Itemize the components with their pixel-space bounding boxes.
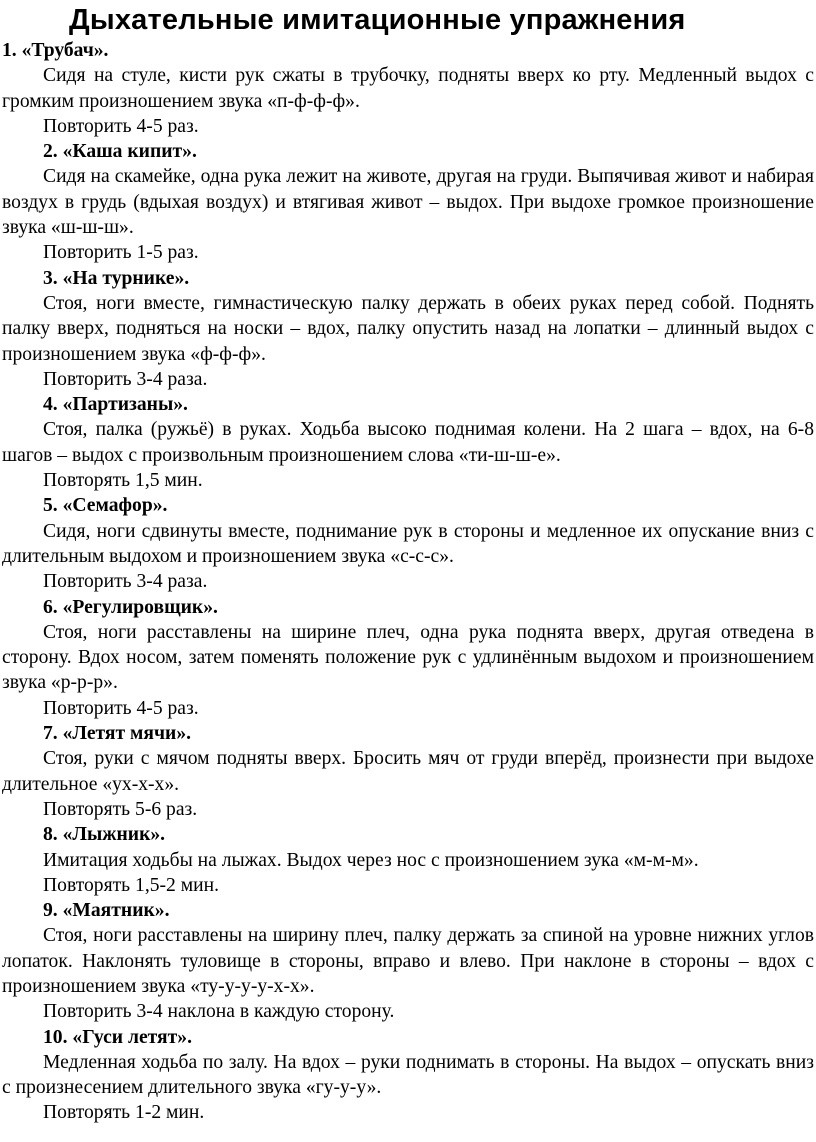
exercise-description: Стоя, ноги вместе, гимнастическую палку держать в обеих руках перед собой. Поднять палку вверх, подняться на носки – вдох, палку опустить назад на лопатки – длинный выдох с произношением звука «ф-ф-ф». bbox=[2, 292, 814, 365]
exercise-heading: 8. «Лыжник». bbox=[43, 824, 166, 846]
exercise-repeat: Повторить 3-4 раза. bbox=[43, 368, 208, 390]
exercise-heading: 2. «Каша кипит». bbox=[43, 141, 197, 163]
exercise-heading: 10. «Гуси летят». bbox=[43, 1026, 192, 1048]
exercise-repeat: Повторить 4-5 раз. bbox=[43, 115, 199, 137]
exercise-repeat: Повторить 1-5 раз. bbox=[43, 242, 199, 264]
exercise-4 bbox=[2, 392, 814, 493]
exercise-heading: 5. «Семафор». bbox=[43, 495, 168, 517]
exercise-description: Стоя, палка (ружьё) в руках. Ходьба высоко поднимая колени. На 2 шага – вдох, на 6-8 шагов – выдох с произвольным произношением слова «ти-ш-ш-е». bbox=[2, 419, 814, 466]
exercise-description: Медленная ходьба по залу. На вдох – руки поднимать в стороны. На выдох – опускать вниз с произнесением длительного звука «гу-у-у». bbox=[2, 1051, 814, 1099]
exercise-9 bbox=[2, 898, 814, 1024]
exercise-3 bbox=[2, 266, 814, 392]
exercise-repeat: Повторить 3-4 раза. bbox=[43, 571, 208, 593]
exercise-repeat: Повторять 1,5 мин. bbox=[43, 470, 203, 492]
exercise-repeat: Повторять 1,5-2 мин. bbox=[43, 874, 219, 896]
exercise-10 bbox=[2, 1025, 814, 1126]
document-title: Дыхательные имитационные упражнения bbox=[69, 4, 686, 36]
exercise-description: Имитация ходьбы на лыжах. Выдох через нос с произношением зука «м-м-м». bbox=[43, 849, 699, 871]
exercise-heading: 4. «Партизаны». bbox=[43, 394, 188, 416]
exercise-description: Сидя, ноги сдвинуты вместе, поднимание рук в стороны и медленное их опускание вниз с длительным выдохом и произношением звука «с-с-с». bbox=[2, 520, 814, 567]
exercise-description: Стоя, ноги расставлены на ширине плеч, одна рука поднята вверх, другая отведена в сторону. Вдох носом, затем поменять положение рук с удлинённым выдохом и произношением звука «р-р-р». bbox=[2, 621, 814, 694]
exercise-description: Сидя на скамейке, одна рука лежит на животе, другая на груди. Выпячивая живот и набирая воздух в грудь (вдыхая воздух) и втягивая живот – выдох. При выдохе громкое произношение звука «ш-ш-ш». bbox=[2, 166, 814, 239]
exercise-5 bbox=[2, 493, 814, 594]
exercise-heading: 1. «Трубач». bbox=[2, 40, 109, 61]
exercise-heading: 9. «Маятник». bbox=[43, 900, 170, 922]
exercise-heading: 6. «Регулировщик». bbox=[43, 596, 218, 618]
exercise-2 bbox=[2, 139, 814, 265]
exercise-heading: 7. «Летят мячи». bbox=[43, 723, 192, 745]
exercise-repeat: Повторять 1-2 мин. bbox=[43, 1102, 205, 1124]
exercise-1 bbox=[2, 38, 814, 139]
exercise-repeat: Повторить 4-5 раз. bbox=[43, 697, 199, 719]
exercise-heading: 3. «На турнике». bbox=[43, 267, 190, 289]
exercise-7 bbox=[2, 721, 814, 822]
exercise-repeat: Повторить 3-4 наклона в каждую сторону. bbox=[43, 1001, 395, 1023]
exercise-description: Стоя, ноги расставлены на ширину плеч, палку держать за спиной на уровне нижних углов лопаток. Наклонять туловище в стороны, вправо и влево. При наклоне в стороны – вдох с произношением звука «ту-у-у-у-х-х». bbox=[2, 925, 814, 997]
exercise-description: Сидя на стуле, кисти рук сжаты в трубочку, подняты вверх ко рту. Медленный выдох с громким произношением звука «п-ф-ф-ф». bbox=[2, 65, 814, 112]
exercise-repeat: Повторять 5-6 раз. bbox=[43, 798, 198, 820]
exercise-6 bbox=[2, 595, 814, 721]
exercise-description: Стоя, руки с мячом подняты вверх. Бросить мяч от груди вперёд, произнести при выдохе длительное «ух-х-х». bbox=[2, 748, 814, 795]
exercise-8 bbox=[2, 822, 814, 898]
